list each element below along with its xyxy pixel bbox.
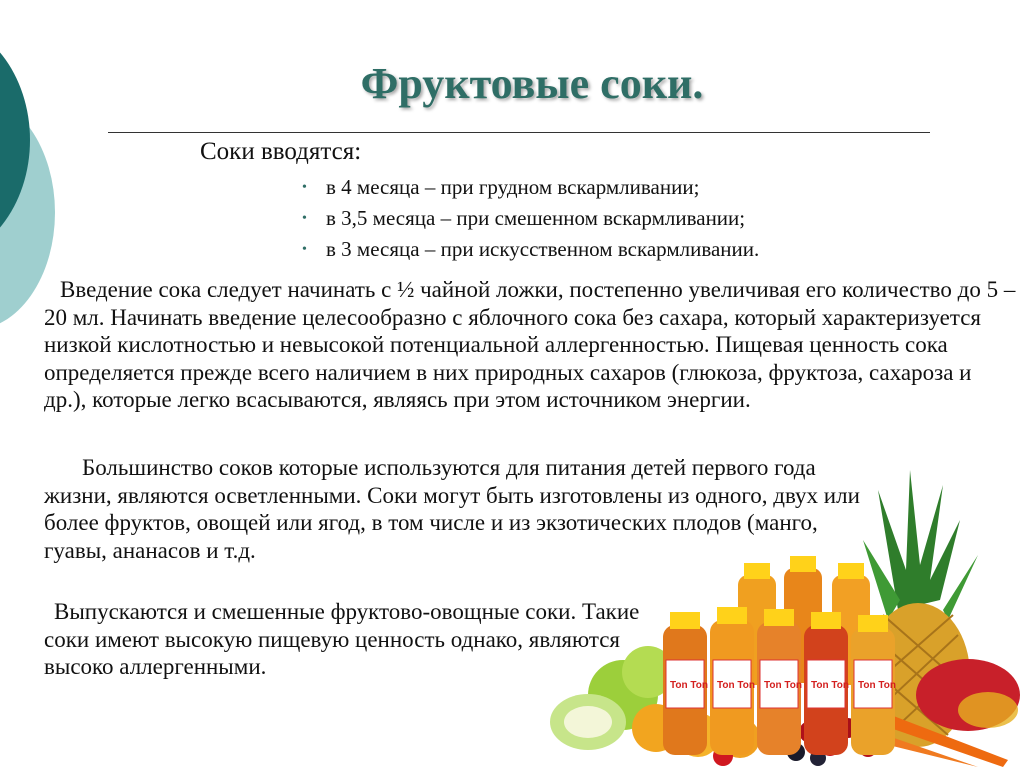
- paragraph-mixed-juices: Выпускаются и смешенные фруктово-овощные соки. Такие соки имеют высокую пищевую ценность однако, являются высоко аллергенными.: [44, 599, 640, 679]
- bottle-brand-label: Ton Ton: [811, 680, 849, 691]
- bottle-brand-label: Ton Ton: [858, 680, 896, 691]
- bottle-brand-label: Ton Ton: [764, 680, 802, 691]
- fruit-juice-illustration: [548, 460, 1024, 767]
- bullet-icon: •: [302, 211, 307, 226]
- paragraph-clarified-juices: Большинство соков которые используются для питания детей первого года жизни, являются осветленными. Соки могут быть изготовлены из одного, двух или более фруктов, овощей или ягод, в том числе и из экзотических плодов (манго, гуавы, ананасов и т.д.: [44, 455, 860, 563]
- bullet-item: • в 3 месяца – при искусственном вскармливании.: [300, 234, 759, 265]
- bullet-icon: •: [302, 180, 307, 195]
- paragraph-juice-introduction: Введение сока следует начинать с ½ чайной ложки, постепенно увеличивая его количество до 5 – 20 мл. Начинать введение целесообразно с яблочного сока без сахара, который характеризуется низкой кислотностью и невысокой потенциальной аллергенностью. Пищевая ценность сока определяется прежде всего наличием в них природных сахаров (глюкоза, фруктоза, сахароза и др.), которые легко всасываются, являясь при этом источником энергии.: [44, 277, 1016, 412]
- bullet-item: • в 4 месяца – при грудном вскармливании;: [300, 172, 759, 203]
- bottle-brand-label: Ton Ton: [717, 680, 755, 691]
- bullet-icon: •: [302, 242, 307, 257]
- intro-text: Соки вводятся:: [200, 138, 362, 165]
- bottle-brand-label: Ton Ton: [670, 680, 708, 691]
- bullet-list: [300, 172, 759, 265]
- title-divider: [108, 132, 930, 133]
- bullet-item: • в 3,5 месяца – при смешенном вскармливании;: [300, 203, 759, 234]
- slide-title: Фруктовые соки.: [360, 59, 704, 108]
